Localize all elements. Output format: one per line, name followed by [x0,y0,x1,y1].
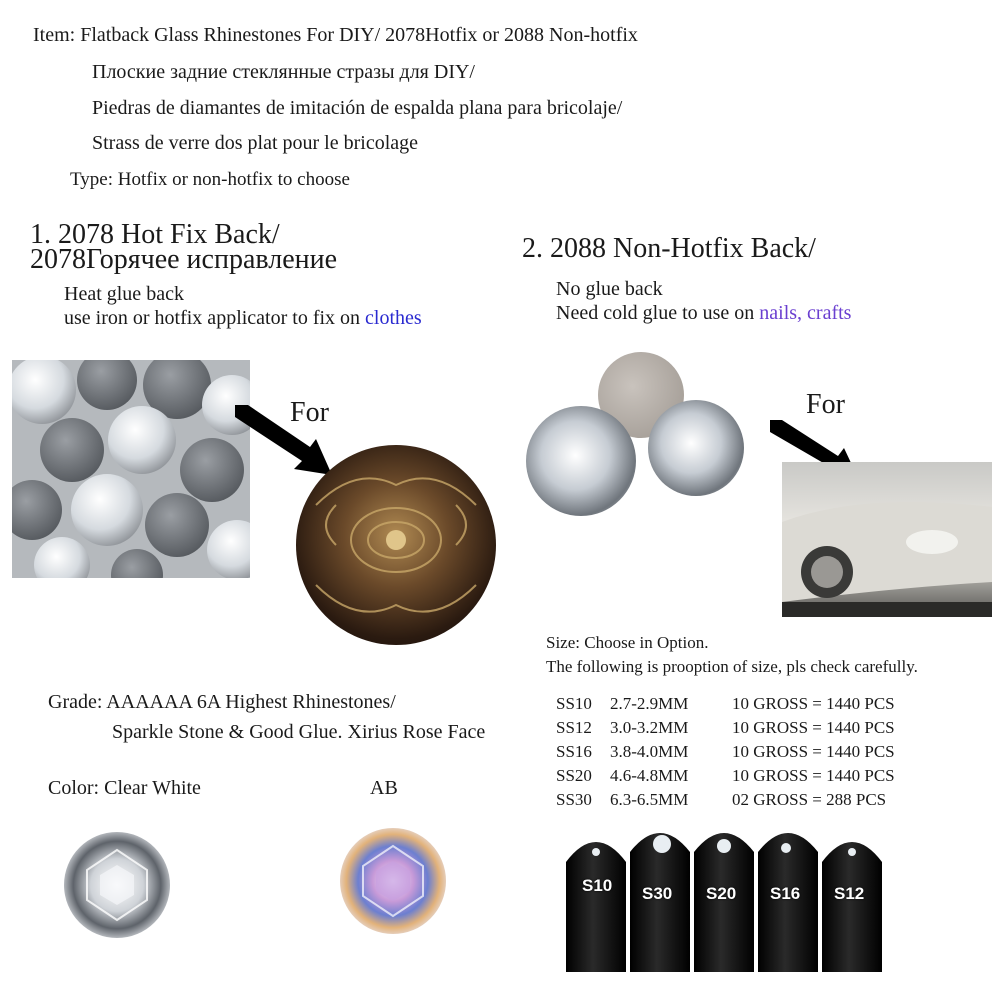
size-code: SS12 [556,718,592,737]
hotfix-stones-graphic [12,360,250,578]
grade-line-2: Sparkle Stone & Good Glue. Xirius Rose Face [112,721,486,743]
hotfix-desc-1: Heat glue back [64,283,184,305]
nonhotfix-title: 2. 2088 Non-Hotfix Back/ [522,233,816,264]
nail-label: S16 [770,884,801,903]
hotfix-desc-2-text: use iron or hotfix applicator to fix on [64,307,366,329]
size-qty: 10 GROSS = 1440 PCS [732,694,895,713]
item-title: Item: Flatback Glass Rhinestones For DIY/ 2078Hotfix or 2088 Non-hotfix [33,24,638,46]
item-title-es: Piedras de diamantes de imitación de espalda plana para bricolaje/ [92,97,623,119]
nonhotfix-desc-2 [556,301,851,325]
ab-label: AB [370,777,398,799]
hotfix-title: 1. 2078 Hot Fix Back/ [30,219,280,250]
size-row [556,765,895,786]
size-row [556,717,895,738]
size-code: SS10 [556,694,592,713]
clothes-photo [296,445,496,645]
hotfix-for-label: For [290,397,329,428]
size-row [556,741,895,762]
item-title-fr: Strass de verre dos plat pour le bricolage [92,132,419,154]
size-mm: 6.3-6.5MM [610,790,689,809]
hotfix-title-ru: 2078Горячее исправление [30,244,338,275]
ab-stone [338,826,448,936]
grade-line-1: Grade: AAAAAA 6A Highest Rhinestones/ [48,691,396,713]
nails-crafts-highlight: nails, crafts [759,302,852,324]
nail-label: S20 [706,884,737,903]
size-mm: 3.0-3.2MM [610,718,689,737]
nonhotfix-desc-1: No glue back [556,278,663,300]
car-graphic [782,462,992,617]
nonhotfix-for-label: For [806,389,845,420]
size-code: SS30 [556,790,592,809]
nail-label: S30 [642,884,673,903]
size-mm: 4.6-4.8MM [610,766,689,785]
size-qty: 10 GROSS = 1440 PCS [732,742,895,761]
hotfix-desc-2 [64,306,422,330]
item-title-ru: Плоские задние стеклянные стразы для DIY/ [92,61,475,83]
size-qty: 02 GROSS = 288 PCS [732,790,887,809]
size-code: SS16 [556,742,592,761]
type-line: Type: Hotfix or non-hotfix to choose [70,169,350,190]
clothes-highlight: clothes [365,307,422,329]
nails-photo [556,822,892,972]
nail-label: S10 [582,876,613,895]
size-code: SS20 [556,766,592,785]
size-table [556,693,895,810]
size-qty: 10 GROSS = 1440 PCS [732,718,895,737]
embroidery-graphic [296,445,496,645]
crystal-stone-front [526,406,636,516]
clear-white-stone [62,830,172,940]
size-mm: 3.8-4.0MM [610,742,689,761]
size-qty: 10 GROSS = 1440 PCS [732,766,895,785]
crystal-stone-side [648,400,744,496]
size-mm: 2.7-2.9MM [610,694,689,713]
size-check-line: The following is prooption of size, pls check carefully. [546,657,918,676]
size-row [556,693,895,714]
car-photo [782,462,992,617]
color-label: Color: Clear White [48,777,201,799]
hotfix-stones-photo [12,360,250,578]
size-row [556,789,895,810]
nonhotfix-desc-2-text: Need cold glue to use on [556,302,760,324]
size-option-line: Size: Choose in Option. [546,633,709,652]
nail-label: S12 [834,884,865,903]
